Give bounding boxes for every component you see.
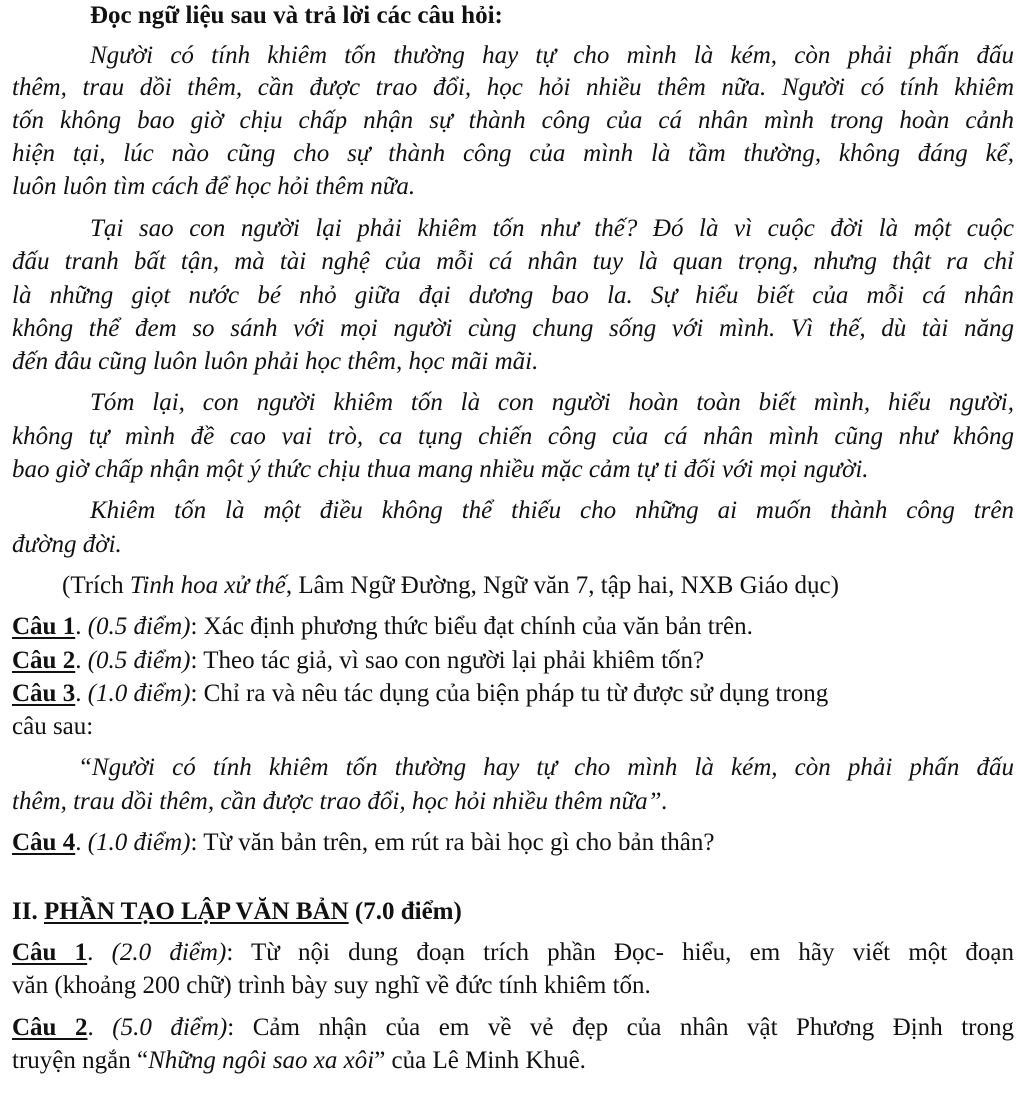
quote-line: thêm, trau dồi thêm, cần được trao đổi, học hỏi nhiều thêm nữa”. bbox=[12, 788, 668, 815]
question-text: : Từ nội dung đoạn trích phần Đọc- hiểu, em hãy viết một đoạn bbox=[226, 939, 1014, 966]
question-label: Câu 4 bbox=[12, 829, 76, 856]
passage-line: đến đâu cũng luôn luôn phải học thêm, học mãi mãi. bbox=[12, 348, 539, 375]
reading-question-4: Câu 4. (1.0 điểm): Từ văn bản trên, em rút ra bài học gì cho bản thân? bbox=[12, 829, 715, 856]
passage-line: Tóm lại, con người khiêm tốn là con người hoàn toàn biết mình, hiểu người, bbox=[90, 389, 1014, 416]
question-label: Câu 2 bbox=[12, 647, 76, 674]
passage-line: tốn không bao giờ chịu chấp nhận sự thành công của cá nhân mình trong hoàn cảnh bbox=[12, 107, 1014, 134]
passage-line: luôn luôn tìm cách để học hỏi thêm nữa. bbox=[12, 173, 416, 200]
passage-line: Người có tính khiêm tốn thường hay tự cho mình là kém, còn phải phấn đấu bbox=[90, 42, 1014, 69]
source-book-title: Tinh hoa xử thế bbox=[129, 572, 286, 599]
question-points: (0.5 điểm) bbox=[87, 647, 191, 674]
writing-question-2-cont bbox=[12, 1045, 1014, 1077]
passage-line: là những giọt nước bé nhỏ giữa đại dương bao la. Sự hiểu biết của mỗi cá nhân bbox=[12, 282, 1014, 309]
writing-question-1-cont: văn (khoảng 200 chữ) trình bày suy nghĩ về đức tính khiêm tốn. bbox=[12, 972, 651, 999]
question-text: : Xác định phương thức biểu đạt chính của văn bản trên. bbox=[190, 613, 753, 640]
reading-question-2: Câu 2. (0.5 điểm): Theo tác giả, vì sao con người lại phải khiêm tốn? bbox=[12, 647, 705, 674]
story-title: Những ngôi sao xa xôi bbox=[148, 1047, 375, 1074]
source-citation bbox=[62, 570, 1014, 602]
question-points: (1.0 điểm) bbox=[87, 680, 191, 707]
passage-line: đấu tranh bất tận, mà tài nghệ của mỗi cá nhân tuy là quan trọng, nhưng thật ra chỉ bbox=[12, 248, 1014, 275]
source-suffix: , Lâm Ngữ Đường, Ngữ văn 7, tập hai, NXB Giáo dục) bbox=[285, 572, 839, 599]
passage-line: Khiêm tốn là một điều không thể thiếu cho những ai muốn thành công trên bbox=[90, 497, 1014, 524]
section-number: II. bbox=[12, 898, 38, 925]
question-points: (1.0 điểm) bbox=[87, 829, 191, 856]
question-label: Câu 2 bbox=[12, 1014, 88, 1041]
section-points: (7.0 điểm) bbox=[354, 898, 462, 925]
source-prefix: (Trích bbox=[62, 572, 130, 599]
question-label: Câu 3 bbox=[12, 680, 76, 707]
passage-line: đường đời. bbox=[12, 531, 122, 558]
passage-line: hiện tại, lúc nào cũng cho sự thành công của mình là tầm thường, không đáng kể, bbox=[12, 140, 1014, 167]
question-points: (0.5 điểm) bbox=[87, 613, 191, 640]
question-text: : Cảm nhận của em về vẻ đẹp của nhân vật Phương Định trong bbox=[227, 1014, 1015, 1041]
section-title: PHẦN TẠO LẬP VĂN BẢN bbox=[43, 898, 349, 925]
reading-question-1: Câu 1. (0.5 điểm): Xác định phương thức biểu đạt chính của văn bản trên. bbox=[12, 613, 753, 640]
passage-line: không thể đem so sánh với mọi người cùng chung sống với mình. Vì thế, dù tài năng bbox=[12, 315, 1014, 342]
question-text: : Theo tác giả, vì sao con người lại phải khiêm tốn? bbox=[190, 647, 705, 674]
passage-line: không tự mình đề cao vai trò, ca tụng chiến công của cá nhân mình cũng như không bbox=[12, 423, 1014, 450]
passage-line: Tại sao con người lại phải khiêm tốn như thế? Đó là vì cuộc đời là một cuộc bbox=[90, 215, 1014, 242]
passage-line: thêm, trau dồi thêm, cần được trao đổi, học hỏi nhiều thêm nữa. Người có tính khiêm bbox=[12, 74, 1014, 101]
question-points: (5.0 điểm) bbox=[112, 1014, 228, 1041]
question-points: (2.0 điểm) bbox=[111, 939, 227, 966]
question-text: : Chỉ ra và nêu tác dụng của biện pháp tu từ được sử dụng trong bbox=[190, 680, 829, 707]
reading-heading: Đọc ngữ liệu sau và trả lời các câu hỏi: bbox=[90, 2, 503, 29]
question-label: Câu 1 bbox=[12, 939, 88, 966]
question-text: ” của Lê Minh Khuê. bbox=[374, 1047, 586, 1074]
writing-question-2: Câu 2. (5.0 điểm): Cảm nhận của em về vẻ đẹp của nhân vật Phương Định trong bbox=[12, 1014, 1015, 1041]
question-text: : Từ văn bản trên, em rút ra bài học gì cho bản thân? bbox=[190, 829, 715, 856]
passage-line: bao giờ chấp nhận một ý thức chịu thua mang nhiều mặc cảm tự ti đối với mọi người. bbox=[12, 456, 869, 483]
section-2-heading bbox=[12, 896, 1014, 928]
reading-question-3: Câu 3. (1.0 điểm): Chỉ ra và nêu tác dụng của biện pháp tu từ được sử dụng trong bbox=[12, 680, 829, 707]
quote-line: “Người có tính khiêm tốn thường hay tự cho mình là kém, còn phải phấn đấu bbox=[78, 754, 1014, 781]
reading-question-3-cont: câu sau: bbox=[12, 713, 94, 740]
question-label: Câu 1 bbox=[12, 613, 76, 640]
writing-question-1: Câu 1. (2.0 điểm): Từ nội dung đoạn trích phần Đọc- hiểu, em hãy viết một đoạn bbox=[12, 939, 1014, 966]
question-text: truyện ngắn “ bbox=[12, 1047, 149, 1074]
